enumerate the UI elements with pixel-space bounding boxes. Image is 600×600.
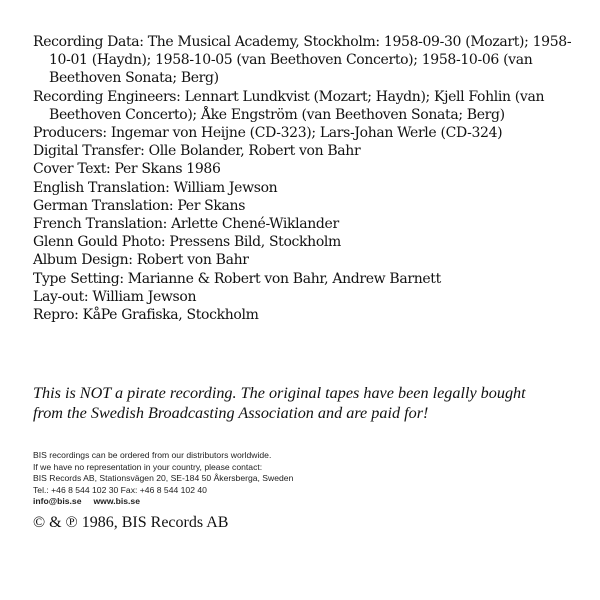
contact-line-2: If we have no representation in your country, please contact: xyxy=(33,461,263,472)
website-link[interactable]: www.bis.se xyxy=(93,496,140,506)
credit-french-translation: French Translation: Arlette Chené-Wiklander xyxy=(33,216,339,233)
contact-info xyxy=(33,450,433,508)
credit-german-translation: German Translation: Per Skans xyxy=(33,197,246,214)
credit-repro: Repro: KåPe Grafiska, Stockholm xyxy=(33,307,259,324)
contact-address: BIS Records AB, Stationsvägen 20, SE-184 50 Åkersberga, Sweden xyxy=(33,473,294,483)
contact-web-line xyxy=(33,496,433,508)
contact-phone-fax: Tel.: +46 8 544 102 30 Fax: +46 8 544 102 40 xyxy=(33,484,207,495)
credit-producers: Producers: Ingemar von Heijne (CD-323); Lars-Johan Werle (CD-324) xyxy=(33,125,503,142)
email-link[interactable]: info@bis.se xyxy=(33,496,82,506)
credit-recording-engineers: Recording Engineers: Lennart Lundkvist (Mozart; Haydn); Kjell Fohlin (van Beethoven Concerto); Åke Engström (van Beethoven Sonata; Berg) xyxy=(33,88,545,123)
credit-english-translation: English Translation: William Jewson xyxy=(33,179,278,196)
credit-cover-text: Cover Text: Per Skans 1986 xyxy=(33,161,221,178)
credit-album-design: Album Design: Robert von Bahr xyxy=(33,252,249,269)
credit-recording-data: Recording Data: The Musical Academy, Stockholm: 1958-09-30 (Mozart); 1958-10-01 (Haydn); 1958-10-05 (van Beethoven Concerto); 1958-10-06 (van Beethoven Sonata; Berg) xyxy=(33,34,572,87)
credit-layout: Lay-out: William Jewson xyxy=(33,288,197,305)
copyright-notice: © & ℗ 1986, BIS Records AB xyxy=(33,514,229,531)
pirate-notice-line-2: from the Swedish Broadcasting Association and are paid for! xyxy=(33,404,429,422)
credit-photo: Glenn Gould Photo: Pressens Bild, Stockholm xyxy=(33,234,341,251)
credits-list xyxy=(33,33,588,324)
pirate-notice xyxy=(33,383,588,423)
credit-type-setting: Type Setting: Marianne & Robert von Bahr, Andrew Barnett xyxy=(33,270,441,287)
contact-line-1: BIS recordings can be ordered from our distributors worldwide. xyxy=(33,450,272,460)
credit-digital-transfer: Digital Transfer: Olle Bolander, Robert von Bahr xyxy=(33,143,361,160)
pirate-notice-line-1: This is NOT a pirate recording. The original tapes have been legally bought xyxy=(33,384,526,402)
